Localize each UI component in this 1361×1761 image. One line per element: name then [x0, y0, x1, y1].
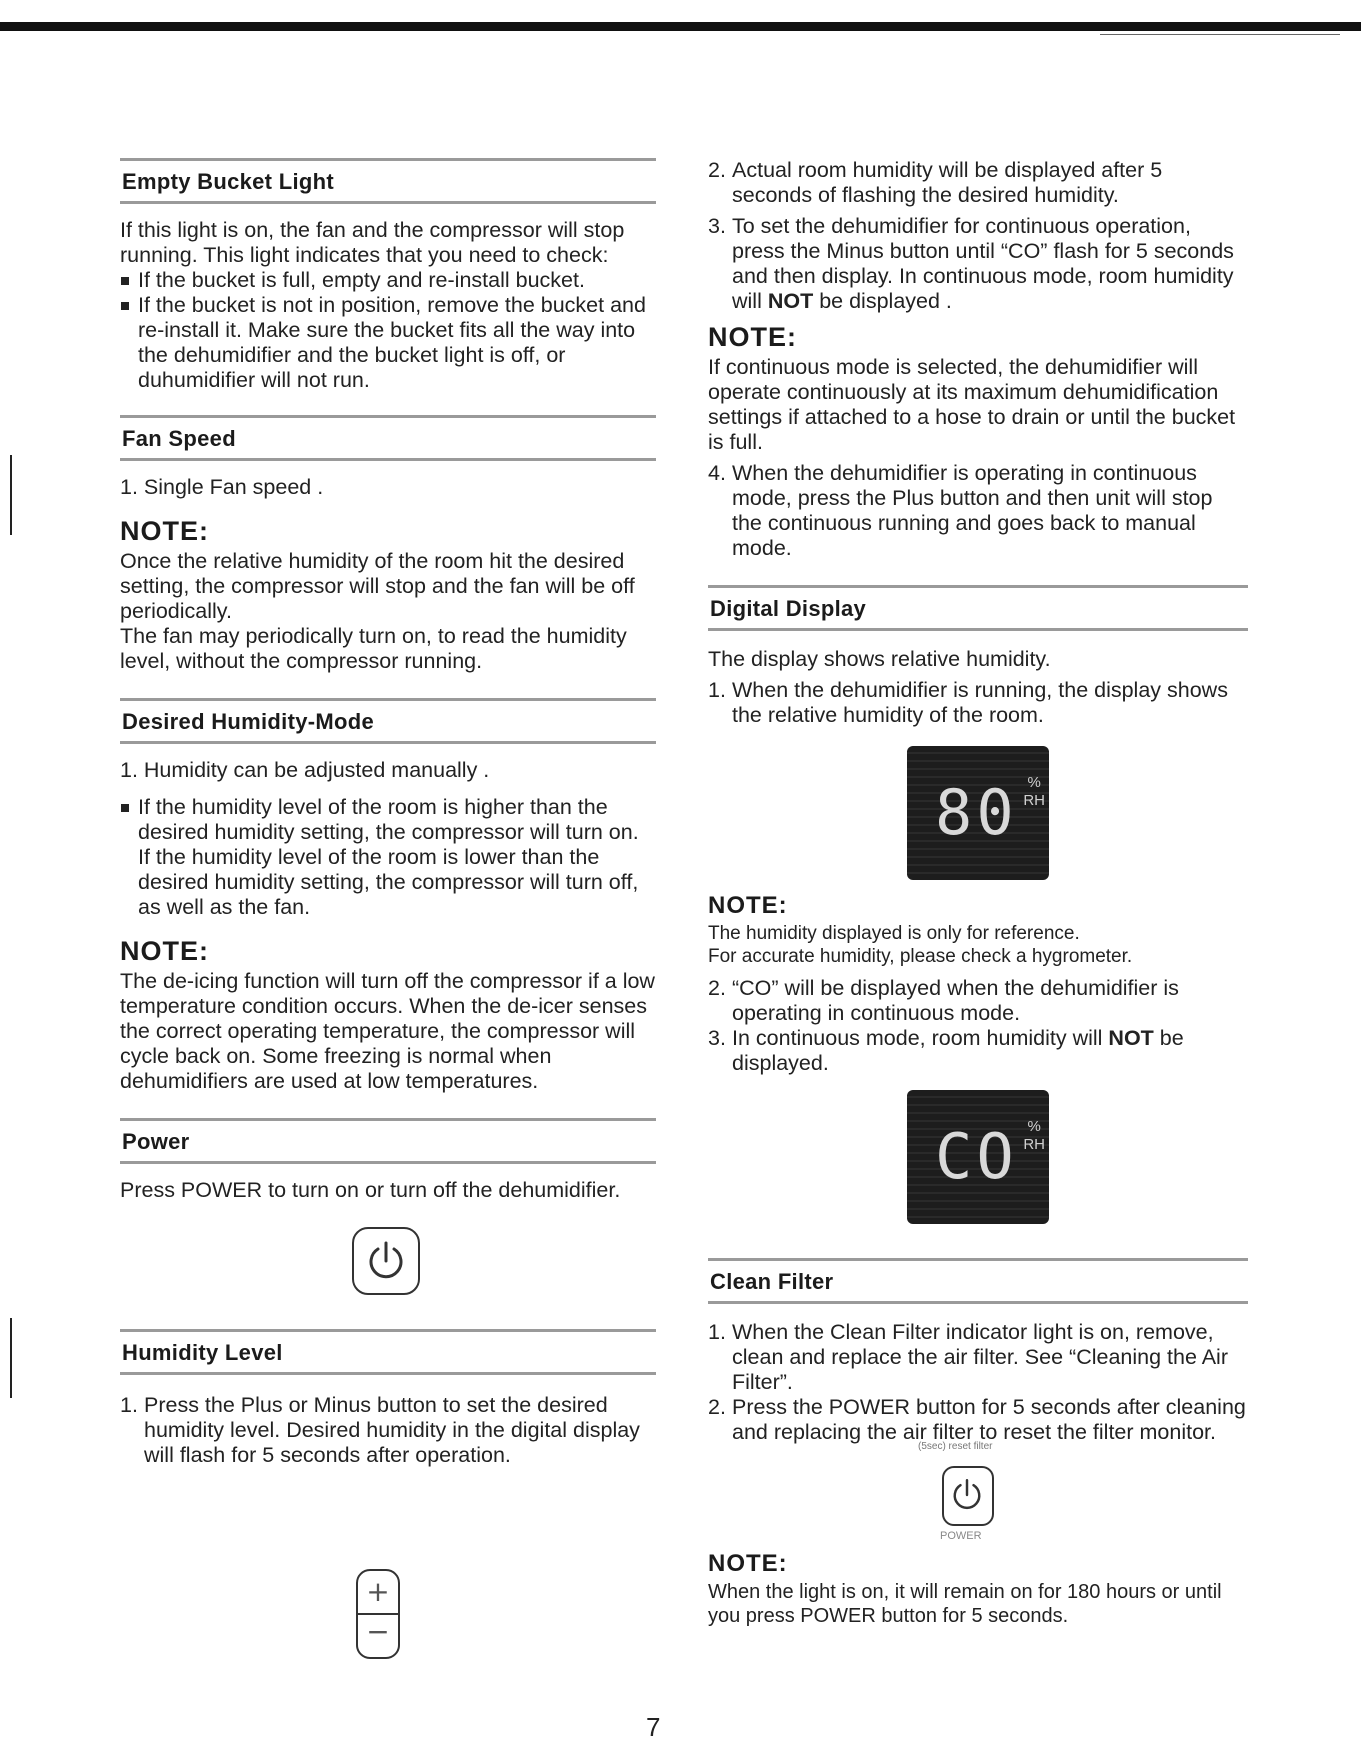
section-heading: Humidity Level — [122, 1340, 283, 1365]
list-item — [708, 1395, 1248, 1445]
emphasis: NOT — [1108, 1026, 1154, 1050]
item-text: When the dehumidifier is running, the display shows the relative humidity of the room. — [732, 678, 1228, 727]
desired-humidity-section — [120, 698, 656, 1094]
minus-icon: − — [366, 1615, 390, 1648]
clean-filter-section — [708, 1258, 1248, 1628]
list-item — [708, 158, 1248, 208]
reset-caption: (5sec) reset filter — [918, 1441, 993, 1452]
note-text: The humidity displayed is only for reference. — [708, 923, 1080, 944]
section-heading: Power — [122, 1129, 190, 1154]
section-heading: Fan Speed — [122, 426, 236, 451]
digital-display-section — [708, 585, 1248, 1224]
item-number: 3. — [708, 1026, 726, 1050]
item-text: Press the POWER button for 5 seconds after cleaning and replacing the air filter to reset the filter monitor. — [732, 1395, 1246, 1444]
rh-label: RH — [1023, 792, 1045, 809]
item-number: 3. — [708, 214, 726, 238]
percent-label: % — [1027, 774, 1041, 791]
paragraph: The display shows relative humidity. — [708, 647, 1051, 671]
emphasis: NOT — [767, 289, 814, 313]
item-number: 1. — [120, 1393, 138, 1417]
list-item — [708, 678, 1248, 728]
list-item — [708, 461, 1248, 561]
list-item — [708, 1026, 1248, 1076]
lcd-unit — [1023, 774, 1045, 810]
section-heading: Desired Humidity-Mode — [122, 709, 374, 734]
item-number: 2. — [708, 158, 726, 182]
list-item — [708, 214, 1248, 314]
item-text: be displayed. — [732, 1026, 1184, 1075]
empty-bucket-section — [120, 158, 656, 393]
note-text: The fan may periodically turn on, to read the humidity level, without the compressor running. — [120, 624, 627, 673]
note-text: Once the relative humidity of the room hit the desired setting, the compressor will stop and the fan will be off periodically. — [120, 549, 635, 623]
note-label: NOTE: — [120, 516, 209, 546]
item-number: 2. — [708, 976, 726, 1000]
top-border-thin — [1100, 34, 1340, 35]
list-item: If the humidity level of the room is higher than the desired humidity setting, the compressor will turn on. If the humidity level of the room is lower than the desired humidity setting, the compressor will turn off, as well as the fan. — [120, 795, 656, 920]
power-button-icon — [942, 1466, 994, 1526]
numbered-list — [708, 1320, 1248, 1445]
rh-label: RH — [1023, 1136, 1045, 1153]
percent-label: % — [1027, 1118, 1041, 1135]
top-border — [0, 22, 1361, 31]
lcd-unit — [1023, 1118, 1045, 1154]
list-item — [708, 976, 1248, 1026]
plus-minus-button-icon — [356, 1569, 400, 1659]
power-icon — [364, 1239, 408, 1283]
note-label: NOTE: — [708, 892, 788, 919]
item-text: Actual room humidity will be displayed after 5 seconds of flashing the desired humidity. — [732, 158, 1163, 207]
binding-mark — [10, 1318, 12, 1398]
plus-icon: + — [366, 1575, 390, 1608]
item-number: 4. — [708, 461, 726, 485]
power-caption: POWER — [940, 1530, 982, 1542]
paragraph: If this light is on, the fan and the compressor will stop running. This light indicates that you need to check: — [120, 218, 625, 267]
lcd-display — [907, 746, 1049, 880]
item-text: When the dehumidifier is operating in continuous mode, press the Plus button and then unit will stop the continuous running and goes back to manual mode. — [732, 461, 1213, 560]
list-item: If the bucket is full, empty and re-install bucket. — [120, 268, 656, 293]
right-column — [708, 158, 1248, 1628]
numbered-list — [708, 976, 1248, 1076]
lcd-display — [907, 1090, 1049, 1224]
note-label: NOTE: — [708, 322, 797, 352]
binding-mark — [10, 455, 12, 535]
page-number: 7 — [646, 1712, 661, 1742]
bullet-list — [120, 268, 656, 393]
note-label: NOTE: — [708, 1550, 788, 1577]
note-text: When the light is on, it will remain on for 180 hours or until you press POWER button for 5 seconds. — [708, 1581, 1222, 1627]
item-number: 2. — [708, 1395, 726, 1419]
item-text: Press the Plus or Minus button to set the desired humidity level. Desired humidity in the digital display will flash for 5 seconds after operation. — [144, 1393, 640, 1467]
lcd-digits: 80 — [935, 776, 1018, 849]
section-heading: Empty Bucket Light — [122, 169, 334, 194]
bullet-list — [120, 795, 656, 920]
item-number: 1. — [708, 678, 726, 702]
left-column — [120, 158, 656, 1648]
power-section — [120, 1118, 656, 1295]
numbered-list — [708, 158, 1248, 314]
note-text: If continuous mode is selected, the dehumidifier will operate continuously at its maximum dehumidification settings if attached to a hose to drain or until the bucket is full. — [708, 355, 1236, 454]
numbered-list — [708, 461, 1248, 561]
section-heading: Digital Display — [710, 596, 867, 621]
power-icon — [949, 1475, 985, 1515]
list-item: 1. Single Fan speed . — [120, 475, 324, 499]
list-item: 1. Humidity can be adjusted manually . — [120, 758, 490, 782]
item-number: 1. — [708, 1320, 726, 1344]
note-text: The de-icing function will turn off the compressor if a low temperature condition occurs. When the de-icer senses the correct operating temperature, the compressor will cycle back on. Some freezing is normal when dehumidifiers are used at low temperatures. — [120, 969, 655, 1093]
item-text: To set the dehumidifier for continuous operation, press the Minus button until “CO” flash for 5 seconds and then display. In continuous mode, room humidity will — [732, 214, 1234, 313]
humidity-level-section — [120, 1329, 656, 1648]
note-text: For accurate humidity, please check a hygrometer. — [708, 946, 1133, 967]
lcd-digits: CO — [935, 1120, 1018, 1193]
list-item — [708, 1320, 1248, 1395]
fan-speed-section — [120, 415, 656, 674]
note-label: NOTE: — [120, 936, 209, 966]
section-heading: Clean Filter — [710, 1269, 834, 1294]
numbered-list — [120, 1393, 656, 1468]
paragraph: Press POWER to turn on or turn off the dehumidifier. — [120, 1178, 621, 1202]
item-text: When the Clean Filter indicator light is on, remove, clean and replace the air filter. See “Cleaning the Air Filter”. — [732, 1320, 1228, 1394]
item-text: “CO” will be displayed when the dehumidifier is operating in continuous mode. — [732, 976, 1179, 1025]
power-button-icon — [352, 1227, 420, 1295]
item-text: In continuous mode, room humidity will — [732, 1026, 1109, 1050]
list-item: If the bucket is not in position, remove the bucket and re-install it. Make sure the bucket fits all the way into the dehumidifier and the bucket light is off, or duhumidifier will not run. — [120, 293, 656, 393]
item-text: be displayed . — [813, 289, 952, 313]
numbered-list — [708, 678, 1248, 728]
list-item — [120, 1393, 656, 1468]
